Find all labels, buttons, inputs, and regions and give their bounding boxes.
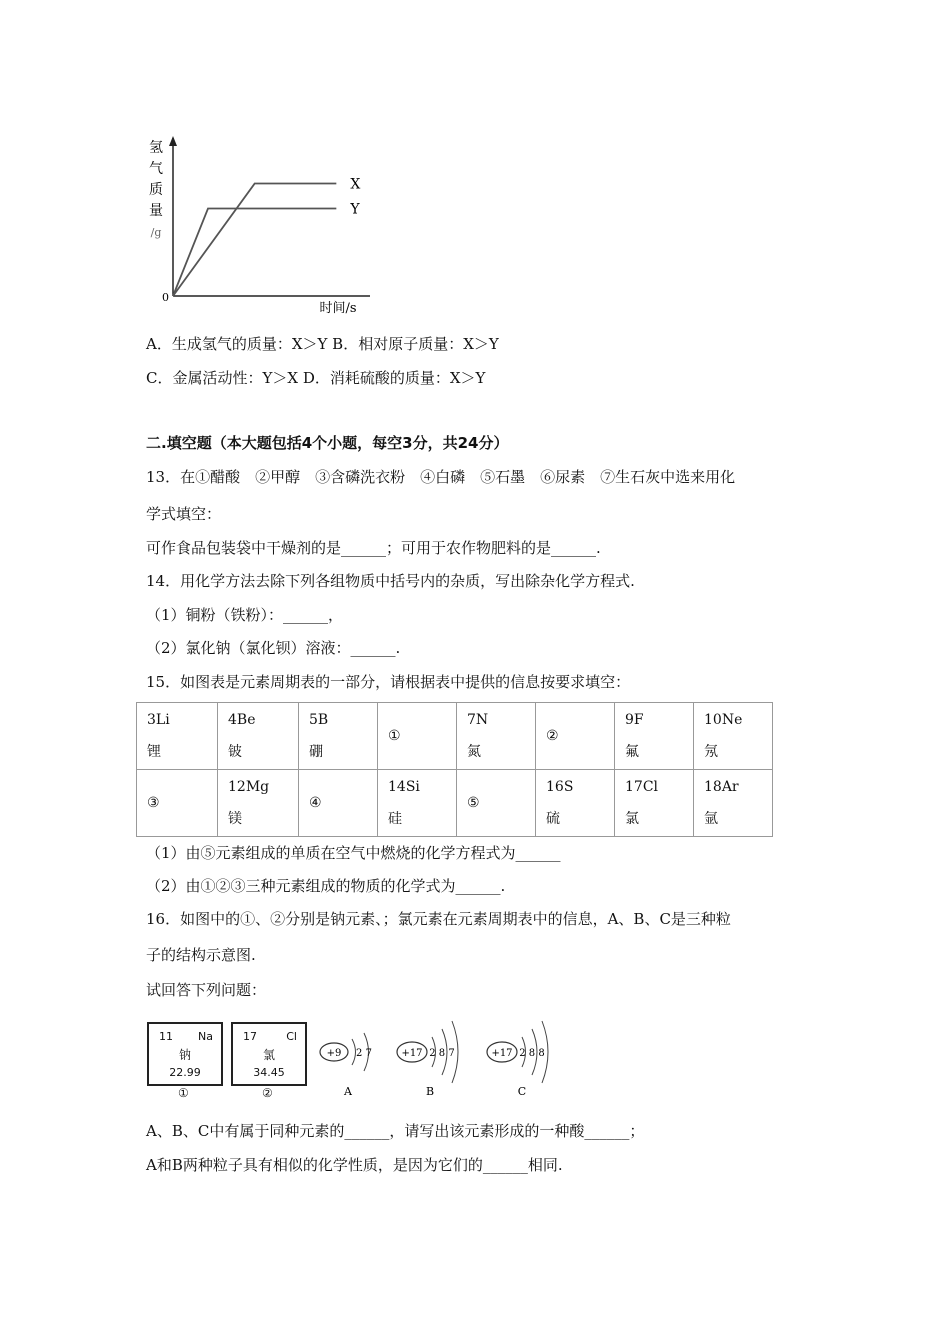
element-name: 硫 (546, 811, 560, 827)
element-card-chlorine (231, 1022, 307, 1086)
table-row (137, 770, 773, 837)
element-symbol: ③ (147, 795, 160, 811)
series-label-x: X (350, 176, 361, 193)
y-axis-label-char: 氢 (149, 140, 163, 156)
card-label: ② (262, 1086, 273, 1100)
x-axis-label: 时间/s (319, 301, 357, 316)
element-symbol: ⑤ (467, 795, 480, 811)
shell-label: 2 8 8 (519, 1048, 545, 1059)
element-symbol: ④ (309, 795, 322, 811)
table-cell (137, 703, 218, 770)
element-symbol: 3Li (147, 712, 170, 728)
q14-line3: （2）氯化钠（氯化钡）溶液：______. (146, 639, 401, 657)
element-symbol: ① (388, 728, 401, 744)
atom-b (397, 1021, 458, 1098)
atom-label: B (425, 1085, 435, 1098)
table-cell (694, 703, 773, 770)
atomic-number: 11 (159, 1030, 173, 1043)
element-symbol: 10Ne (704, 712, 743, 728)
element-symbol: 12Mg (228, 779, 270, 795)
y-axis-arrow (169, 136, 177, 146)
q13-line3: 可作食品包装袋中干燥剂的是______；可用于农作物肥料的是______. (146, 539, 601, 557)
element-name: 锂 (147, 744, 161, 760)
element-name: 氯 (262, 1048, 275, 1062)
element-name: 硼 (309, 744, 323, 760)
nucleus-label: +17 (401, 1048, 423, 1059)
table-cell (615, 770, 694, 837)
table-cell (536, 770, 615, 837)
y-axis-label-char: 气 (149, 161, 163, 177)
table-cell (299, 770, 378, 837)
section-title: 二.填空题（本大题包括4个小题，每空3分，共24分） (146, 434, 509, 452)
origin-label: 0 (162, 291, 169, 304)
q15-sub2: （2）由①②③三种元素组成的物质的化学式为______. (146, 877, 506, 895)
table-cell (615, 703, 694, 770)
series-label-y: Y (350, 201, 360, 218)
element-card-sodium (147, 1022, 223, 1086)
q12-option-cd: C．金属活动性：Y＞X D．消耗硫酸的质量：X＞Y (146, 369, 486, 387)
element-name: 氩 (704, 811, 718, 827)
element-symbol: 4Be (228, 712, 256, 728)
q16-line5: A和B两种粒子具有相似的化学性质，是因为它们的______相同. (146, 1156, 563, 1174)
y-axis-unit: /g (150, 226, 162, 239)
table-cell (457, 770, 536, 837)
q12-option-ab: A．生成氢气的质量：X＞Y B．相对原子质量：X＞Y (146, 335, 499, 353)
q14-line2: （1）铜粉（铁粉）：______， (146, 606, 344, 624)
atom-structure-diagrams (312, 1015, 562, 1100)
element-symbol: ② (546, 728, 559, 744)
element-name: 钠 (178, 1048, 191, 1062)
element-name: 氮 (467, 744, 481, 760)
element-symbol: 7N (467, 712, 489, 728)
element-name: 硅 (388, 811, 402, 827)
atom-label: C (517, 1085, 527, 1098)
atom-a (320, 1033, 372, 1098)
element-symbol: 9F (625, 712, 644, 728)
atom-label: A (344, 1085, 352, 1098)
hydrogen-mass-chart (140, 128, 370, 318)
table-cell (457, 703, 536, 770)
q16-line4: A、B、C中有属于同种元素的______，请写出该元素形成的一种酸______； (146, 1122, 645, 1140)
element-name: 铍 (228, 744, 242, 760)
table-cell (299, 703, 378, 770)
card-label: ① (178, 1086, 189, 1100)
element-symbol: 18Ar (704, 779, 739, 795)
q13-line1: 13．在①醋酸 ②甲醇 ③含磷洗衣粉 ④白磷 ⑤石墨 ⑥尿素 ⑦生石灰中选来用化 (146, 468, 736, 486)
q14-line1: 14．用化学方法去除下列各组物质中括号内的杂质，写出除杂化学方程式. (146, 572, 635, 590)
atomic-mass: 22.99 (169, 1066, 201, 1079)
table-row (137, 703, 773, 770)
table-cell (137, 770, 218, 837)
q16-line2: 子的结构示意图. (146, 946, 256, 964)
table-cell (378, 770, 457, 837)
element-symbol: Na (198, 1030, 213, 1043)
y-axis-label-char: 量 (149, 203, 163, 219)
atomic-mass: 34.45 (253, 1066, 285, 1079)
series-line-y (173, 209, 336, 297)
series-line-x (173, 184, 336, 297)
shell-label: 2 8 7 (429, 1048, 455, 1059)
q16-line1: 16．如图中的①、②分别是钠元素、；氯元素在元素周期表中的信息，A、B、C是三种粒 (146, 910, 731, 928)
q16-line3: 试回答下列问题： (146, 981, 267, 999)
element-symbol: 5B (309, 712, 329, 728)
q13-line2: 学式填空： (146, 505, 222, 523)
nucleus-label: +9 (326, 1048, 342, 1059)
q15-line1: 15．如图表是元素周期表的一部分，请根据表中提供的信息按要求填空： (146, 673, 631, 691)
table-cell (536, 703, 615, 770)
element-symbol: 16S (546, 779, 574, 795)
table-cell (694, 770, 773, 837)
element-name: 氖 (704, 744, 718, 760)
nucleus-label: +17 (491, 1048, 513, 1059)
q15-sub1: （1）由⑤元素组成的单质在空气中燃烧的化学方程式为______ (146, 844, 561, 862)
table-cell (218, 770, 299, 837)
shell-label: 2 7 (356, 1048, 372, 1059)
element-symbol: 14Si (388, 779, 420, 795)
atomic-number: 17 (243, 1030, 257, 1043)
y-axis-label-char: 质 (149, 182, 163, 198)
table-cell (218, 703, 299, 770)
element-name: 镁 (228, 811, 242, 827)
table-cell (378, 703, 457, 770)
periodic-table (136, 702, 773, 837)
element-name: 氟 (625, 744, 639, 760)
element-symbol: Cl (286, 1030, 297, 1043)
atom-c (487, 1021, 548, 1098)
element-name: 氯 (625, 811, 639, 827)
element-symbol: 17Cl (625, 779, 659, 795)
